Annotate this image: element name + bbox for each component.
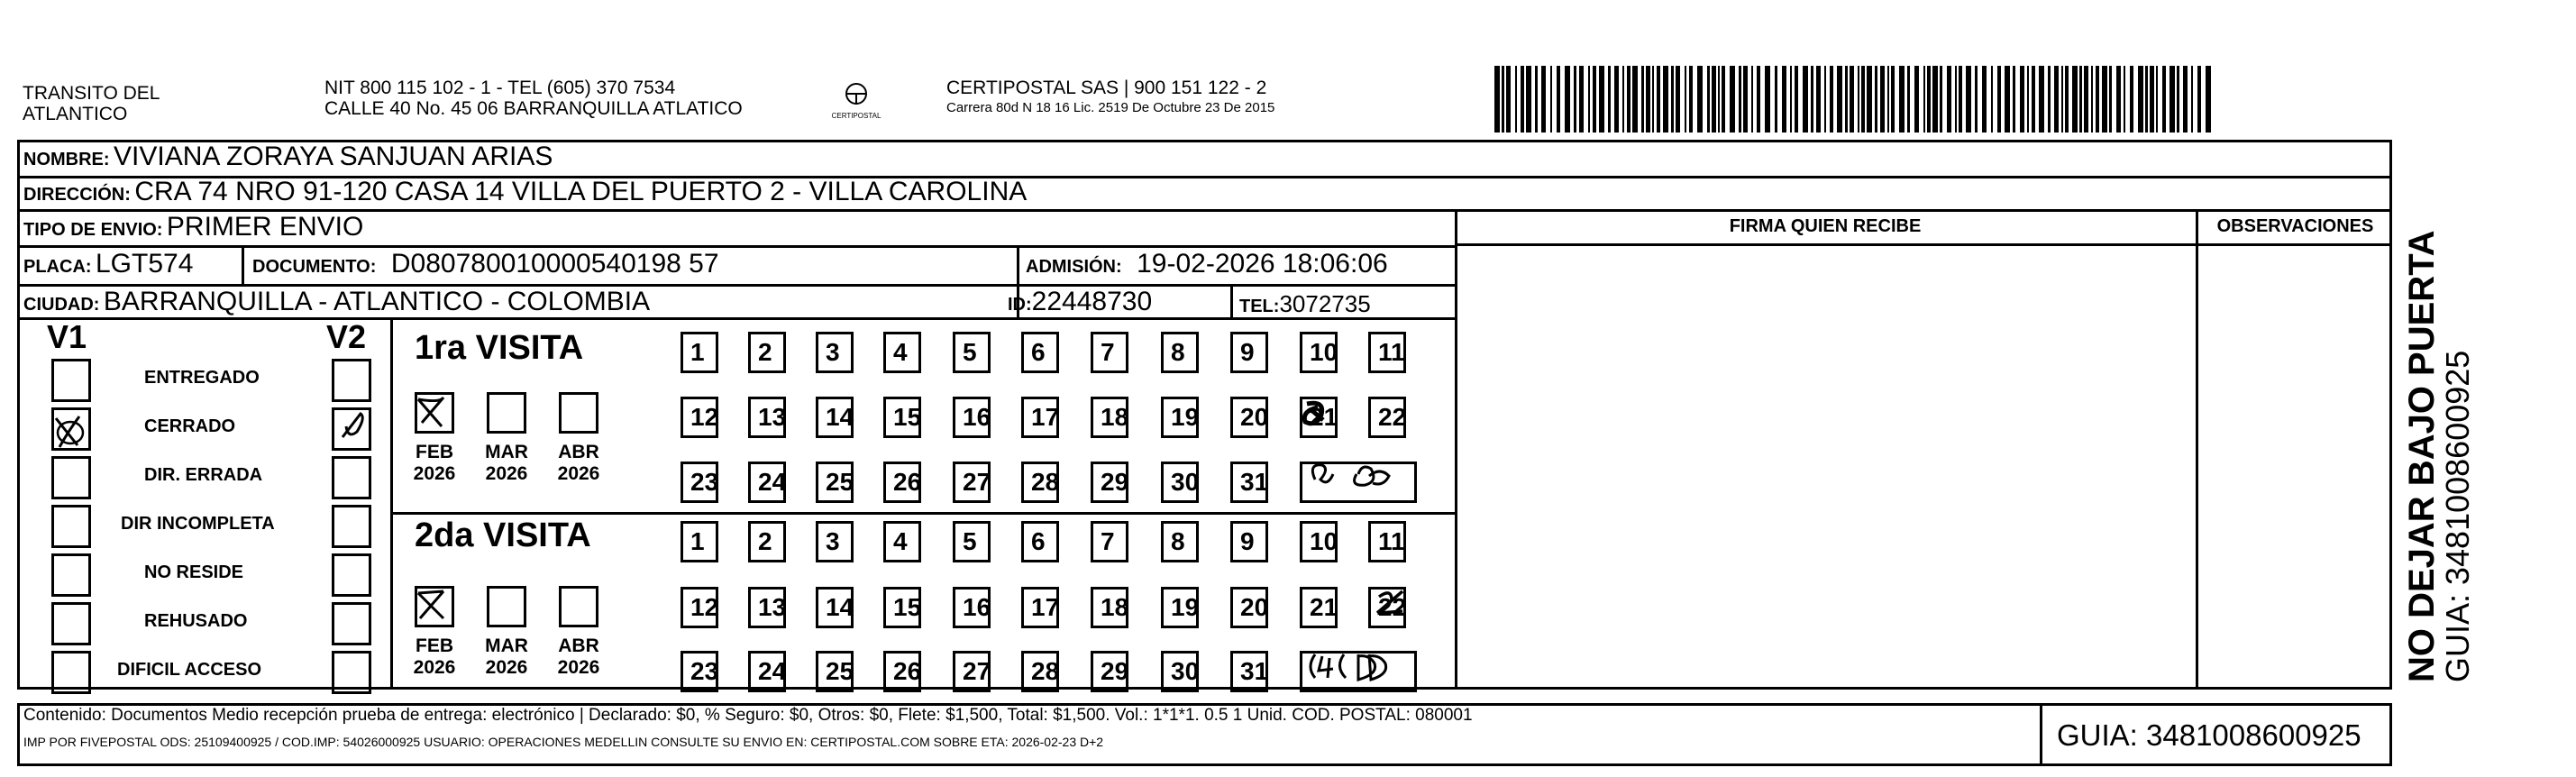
day-box[interactable]: 28 (1021, 651, 1059, 692)
firma-label: FIRMA QUIEN RECIBE (1729, 216, 1922, 236)
barcode-bar (1940, 66, 1942, 133)
second-visit-time-handwriting (1302, 647, 1420, 687)
day-box[interactable]: 22 (1368, 397, 1406, 438)
barcode-bar (1966, 66, 1971, 133)
v1-cerrado-check-mark (52, 411, 92, 451)
barcode-bar (2020, 66, 2024, 133)
barcode-bar (1880, 66, 1885, 133)
barcode-bar (1803, 66, 1808, 133)
barcode-bar (1867, 66, 1872, 133)
id-row (1008, 287, 1152, 317)
barcode-bar (1997, 66, 2001, 133)
barcode-bar (1975, 66, 1978, 133)
barcode-bar (2206, 66, 2211, 133)
month-label: FEB 2026 (413, 635, 456, 678)
barcode-bar (1718, 66, 1720, 133)
barcode-bar (1923, 66, 1925, 133)
barcode-bar (2048, 66, 2051, 133)
direccion-value: CRA 74 NRO 91-120 CASA 14 VILLA DEL PUERTO 2 - VILLA CAROLINA (134, 177, 1028, 206)
imp-line: IMP POR FIVEPOSTAL ODS: 25109400925 / COD.IMP: 54026000925 USUARIO: OPERACIONES MEDELLIN CONSULTE SU ENVIO EN: CERTIPOSTAL.COM SOBRE ETA: 2026-02-23 D+2 (23, 735, 1104, 749)
placa-value: LGT574 (96, 249, 194, 279)
day-box[interactable]: 29 (1091, 651, 1128, 692)
status-label: CERRADO (144, 416, 236, 436)
day-box[interactable]: 22 (1368, 587, 1406, 628)
day-box[interactable]: 13 (748, 587, 786, 628)
barcode-bar (1932, 66, 1938, 133)
day-box[interactable]: 2 (748, 521, 786, 562)
tipo-value: PRIMER ENVIO (166, 212, 364, 242)
barcode-bar (2027, 66, 2029, 133)
month-label: MAR 2026 (485, 442, 528, 484)
day-box[interactable]: 21 (1300, 397, 1338, 438)
day-box[interactable]: 4 (883, 332, 921, 373)
barcode-bar (2124, 66, 2125, 133)
contenido-line: Contenido: Documentos Medio recepción prueba de entrega: electrónico | Declarado: $0, % Seguro: $0, Otros: $0, Flete: $1,500, Total: $1,500. Vol.: 1*1*1. 0.5 1 Unid. COD. POSTAL: 080001 (23, 706, 1473, 725)
first-visit-title: 1ra VISITA (415, 329, 584, 367)
barcode-bar (1697, 66, 1703, 133)
v2-label: V2 (326, 318, 367, 355)
v1-checkbox[interactable] (51, 505, 91, 548)
barcode-bar (1565, 66, 1570, 133)
nombre-value: VIVIANA ZORAYA SANJUAN ARIAS (114, 142, 553, 171)
day-box[interactable]: 2 (748, 332, 786, 373)
day-box[interactable]: 8 (1161, 521, 1199, 562)
day-box[interactable]: 17 (1021, 587, 1059, 628)
barcode-bar (1811, 66, 1813, 133)
day-box[interactable]: 3 (816, 332, 854, 373)
day-box[interactable]: 9 (1230, 521, 1268, 562)
barcode-bar (1858, 66, 1859, 133)
day-box[interactable]: 14 (816, 397, 854, 438)
company-details (946, 78, 1274, 115)
day-box[interactable]: 9 (1230, 332, 1268, 373)
barcode-bar (2102, 66, 2107, 133)
barcode-bar (2116, 66, 2121, 133)
month-label: FEB 2026 (413, 442, 456, 484)
barcode-bar (1887, 66, 1889, 133)
barcode-bar (1991, 66, 1993, 133)
month-checkbox[interactable] (487, 586, 526, 627)
day-box[interactable]: 21 (1300, 587, 1338, 628)
placa-label: PLACA: (23, 257, 92, 277)
barcode-bar (1550, 66, 1552, 133)
barcode-bar (1502, 66, 1504, 133)
barcode-bar (1955, 66, 1957, 133)
barcode-bar (2130, 66, 2133, 133)
barcode-bar (1850, 66, 1854, 133)
barcode-bar (2150, 66, 2154, 133)
admision-row (1026, 249, 1388, 279)
day-box[interactable]: 23 (681, 462, 718, 503)
barcode-bar (1588, 66, 1590, 133)
day-22-mark (1372, 586, 1408, 622)
day-box[interactable]: 31 (1230, 462, 1268, 503)
day-box[interactable]: 10 (1300, 332, 1338, 373)
barcode-bar (2138, 66, 2143, 133)
barcode-bar (1782, 66, 1786, 133)
barcode-bar (1927, 66, 1931, 133)
nombre-row (23, 142, 553, 172)
barcode-bar (2054, 66, 2059, 133)
barcode-bar (1627, 66, 1631, 133)
ciudad-value: BARRANQUILLA - ATLANTICO - COLOMBIA (103, 287, 651, 316)
documento-row (252, 249, 719, 279)
sender-name (23, 83, 160, 124)
day-box[interactable]: 13 (748, 397, 786, 438)
day-box[interactable]: 1 (681, 332, 718, 373)
admision-label: ADMISIÓN: (1026, 257, 1122, 277)
day-box[interactable]: 5 (953, 521, 991, 562)
day-box[interactable]: 12 (681, 587, 718, 628)
observaciones-label: OBSERVACIONES (2216, 216, 2374, 236)
day-box[interactable]: 7 (1091, 521, 1128, 562)
documento-value: D080780010000540198 57 (390, 249, 719, 279)
barcode-bar (1641, 66, 1644, 133)
day-box[interactable]: 19 (1161, 587, 1199, 628)
feb-second-visit-check-mark (413, 584, 452, 626)
barcode-bar (1541, 66, 1546, 133)
day-box[interactable]: 15 (883, 397, 921, 438)
v1-checkbox[interactable] (51, 456, 91, 499)
month-label: MAR 2026 (485, 635, 528, 678)
logo-text: CERTIPOSTAL (831, 112, 882, 120)
status-label: NO RESIDE (144, 562, 244, 582)
barcode-bar (1751, 66, 1753, 133)
day-box[interactable]: 28 (1021, 462, 1059, 503)
barcode-bar (1914, 66, 1919, 133)
barcode-bar (1515, 66, 1517, 133)
tel-label: TEL: (1239, 297, 1280, 316)
barcode-bar (2191, 66, 2193, 133)
ciudad-row (23, 287, 650, 317)
day-box[interactable]: 10 (1300, 521, 1338, 562)
day-box[interactable]: 3 (816, 521, 854, 562)
day-box[interactable]: 24 (748, 462, 786, 503)
day-box[interactable]: 6 (1021, 332, 1059, 373)
placa-row (23, 249, 193, 279)
day-box[interactable]: 19 (1161, 397, 1199, 438)
barcode-bar (2109, 66, 2112, 133)
barcode-bar (1557, 66, 1560, 133)
side-text (2402, 160, 2474, 682)
day-box[interactable]: 16 (953, 397, 991, 438)
barcode-bar (1521, 66, 1524, 133)
barcode-bar (2156, 66, 2158, 133)
tel-value: 3072735 (1279, 290, 1371, 317)
v1-checkbox[interactable] (51, 602, 91, 645)
day-19-mark (1298, 397, 1334, 433)
admision-value: 19-02-2026 18:06:06 (1137, 249, 1388, 279)
tel-row (1239, 290, 1371, 318)
barcode-bar (1646, 66, 1650, 133)
barcode-bar (1790, 66, 1792, 133)
barcode-bar (1608, 66, 1611, 133)
direccion-label: DIRECCIÓN: (23, 185, 131, 205)
barcode-bar (2177, 66, 2179, 133)
day-box[interactable]: 30 (1161, 462, 1199, 503)
barcode-bar (2013, 66, 2015, 133)
sender-details (324, 78, 743, 119)
barcode-bar (1730, 66, 1735, 133)
tipo-row (23, 212, 363, 242)
barcode-bar (1574, 66, 1576, 133)
barcode-bar (2079, 66, 2082, 133)
barcode-bar (2170, 66, 2175, 133)
day-box[interactable]: 5 (953, 332, 991, 373)
day-box[interactable]: 7 (1091, 332, 1128, 373)
barcode-bar (1743, 66, 1748, 133)
day-box[interactable]: 14 (816, 587, 854, 628)
barcode-bar (2072, 66, 2078, 133)
certipostal-logo (831, 78, 882, 124)
direccion-row (23, 177, 1027, 207)
barcode-bar (1722, 66, 1725, 133)
day-box[interactable]: 6 (1021, 521, 1059, 562)
day-box[interactable]: 11 (1368, 332, 1406, 373)
day-box[interactable]: 20 (1230, 397, 1268, 438)
barcode-bar (2065, 66, 2069, 133)
barcode-bar (2091, 66, 2093, 133)
barcode-bar (1830, 66, 1833, 133)
day-box[interactable]: 24 (748, 651, 786, 692)
barcode-bar (1891, 66, 1895, 133)
barcode-bar (1614, 66, 1619, 133)
day-box[interactable]: 29 (1091, 462, 1128, 503)
barcode-bar (1671, 66, 1674, 133)
day-box[interactable]: 15 (883, 587, 921, 628)
barcode-bar (1689, 66, 1693, 133)
barcode-bar (1845, 66, 1848, 133)
barcode-bar (2039, 66, 2044, 133)
nombre-label: NOMBRE: (23, 150, 110, 169)
barcode-bar (1593, 66, 1596, 133)
barcode-bar (1775, 66, 1777, 133)
barcode-bar (2005, 66, 2010, 133)
month-label: ABR 2026 (557, 635, 600, 678)
first-visit-time-handwriting (1302, 456, 1420, 496)
barcode-bar (2183, 66, 2188, 133)
barcode-bar (1632, 66, 1638, 133)
id-label: ID: (1008, 295, 1032, 315)
v1-checkbox[interactable] (51, 359, 91, 402)
barcode-bar (1707, 66, 1710, 133)
barcode-bar (1494, 66, 1500, 133)
barcode-bar (1535, 66, 1538, 133)
v1-label: V1 (47, 318, 87, 355)
v1-checkbox[interactable] (51, 651, 91, 694)
feb-first-visit-check-mark (413, 390, 452, 432)
day-box[interactable]: 17 (1021, 397, 1059, 438)
barcode-bar (1899, 66, 1905, 133)
barcode-bar (1685, 66, 1686, 133)
day-box[interactable]: 1 (681, 521, 718, 562)
company-line: CERTIPOSTAL SAS | 900 151 122 - 2 (946, 78, 1267, 98)
barcode-bar (1765, 66, 1770, 133)
day-box[interactable]: 8 (1161, 332, 1199, 373)
day-box[interactable]: 18 (1091, 397, 1128, 438)
month-label: ABR 2026 (557, 442, 600, 484)
status-label: ENTREGADO (144, 368, 260, 388)
ciudad-label: CIUDAD: (23, 295, 100, 315)
nit-line: NIT 800 115 102 - 1 - TEL (605) 370 7534 (324, 78, 676, 98)
day-box[interactable]: 31 (1230, 651, 1268, 692)
barcode-bar (2032, 66, 2035, 133)
day-box[interactable]: 27 (953, 651, 991, 692)
id-value: 22448730 (1031, 287, 1153, 316)
day-box[interactable]: 25 (816, 651, 854, 692)
day-box[interactable]: 26 (883, 651, 921, 692)
barcode-bar (1599, 66, 1604, 133)
day-box[interactable]: 25 (816, 462, 854, 503)
barcode-bar (1959, 66, 1962, 133)
day-box[interactable]: 12 (681, 397, 718, 438)
v1-checkbox[interactable] (51, 553, 91, 597)
month-checkbox[interactable] (559, 392, 598, 434)
barcode-bar (1875, 66, 1877, 133)
barcode-bar (1947, 66, 1951, 133)
barcode-bar (1579, 66, 1584, 133)
barcode-bar (2061, 66, 2063, 133)
footer-guia: GUIA: 3481008600925 (2057, 718, 2361, 752)
day-box[interactable]: 4 (883, 521, 921, 562)
barcode-bar (2197, 66, 2201, 133)
company-address: Carrera 80d N 18 16 Lic. 2519 De Octubre 23 De 2015 (946, 100, 1275, 115)
barcode-bar (1837, 66, 1842, 133)
barcode-bar (2145, 66, 2148, 133)
barcode-bar (1824, 66, 1826, 133)
day-box[interactable]: 26 (883, 462, 921, 503)
barcode-bar (2162, 66, 2166, 133)
day-box[interactable]: 27 (953, 462, 991, 503)
barcode-bar (1816, 66, 1821, 133)
tipo-label: TIPO DE ENVIO: (23, 220, 163, 240)
second-visit-title: 2da VISITA (415, 516, 591, 554)
barcode-bar (1861, 66, 1865, 133)
day-box[interactable]: 11 (1368, 521, 1406, 562)
sender-line-1: TRANSITO DEL (23, 83, 160, 104)
status-label: DIR INCOMPLETA (121, 514, 275, 534)
barcode-bar (1676, 66, 1680, 133)
status-label: REHUSADO (144, 611, 248, 631)
barcode-bar (2084, 66, 2088, 133)
barcode-bar (1982, 66, 1987, 133)
day-box[interactable]: 16 (953, 587, 991, 628)
barcode-bar (1526, 66, 1531, 133)
barcode-bar (2096, 66, 2099, 133)
barcode-bar (1506, 66, 1511, 133)
barcode (1494, 66, 2222, 133)
barcode-bar (1652, 66, 1654, 133)
barcode-bar (1757, 66, 1760, 133)
barcode-bar (1622, 66, 1624, 133)
documento-label: DOCUMENTO: (252, 257, 377, 277)
sender-line-2: ATLANTICO (23, 104, 128, 124)
barcode-bar (1907, 66, 1910, 133)
month-checkbox[interactable] (487, 392, 526, 434)
side-warning: NO DEJAR BAJO PUERTA (2402, 230, 2442, 682)
barcode-bar (1795, 66, 1798, 133)
day-box[interactable]: 23 (681, 651, 718, 692)
side-guia: GUIA: 3481008600925 (2439, 350, 2476, 682)
day-box[interactable]: 30 (1161, 651, 1199, 692)
day-box[interactable]: 20 (1230, 587, 1268, 628)
status-label: DIR. ERRADA (144, 465, 263, 485)
sender-address: CALLE 40 No. 45 06 BARRANQUILLA ATLATICO (324, 98, 743, 119)
barcode-bar (1657, 66, 1660, 133)
month-checkbox[interactable] (559, 586, 598, 627)
v2-cerrado-mark (335, 408, 371, 444)
day-box[interactable]: 18 (1091, 587, 1128, 628)
barcode-bar (1663, 66, 1668, 133)
barcode-bar (1739, 66, 1741, 133)
barcode-bar (1712, 66, 1716, 133)
status-label: DIFICIL ACCESO (117, 660, 262, 680)
